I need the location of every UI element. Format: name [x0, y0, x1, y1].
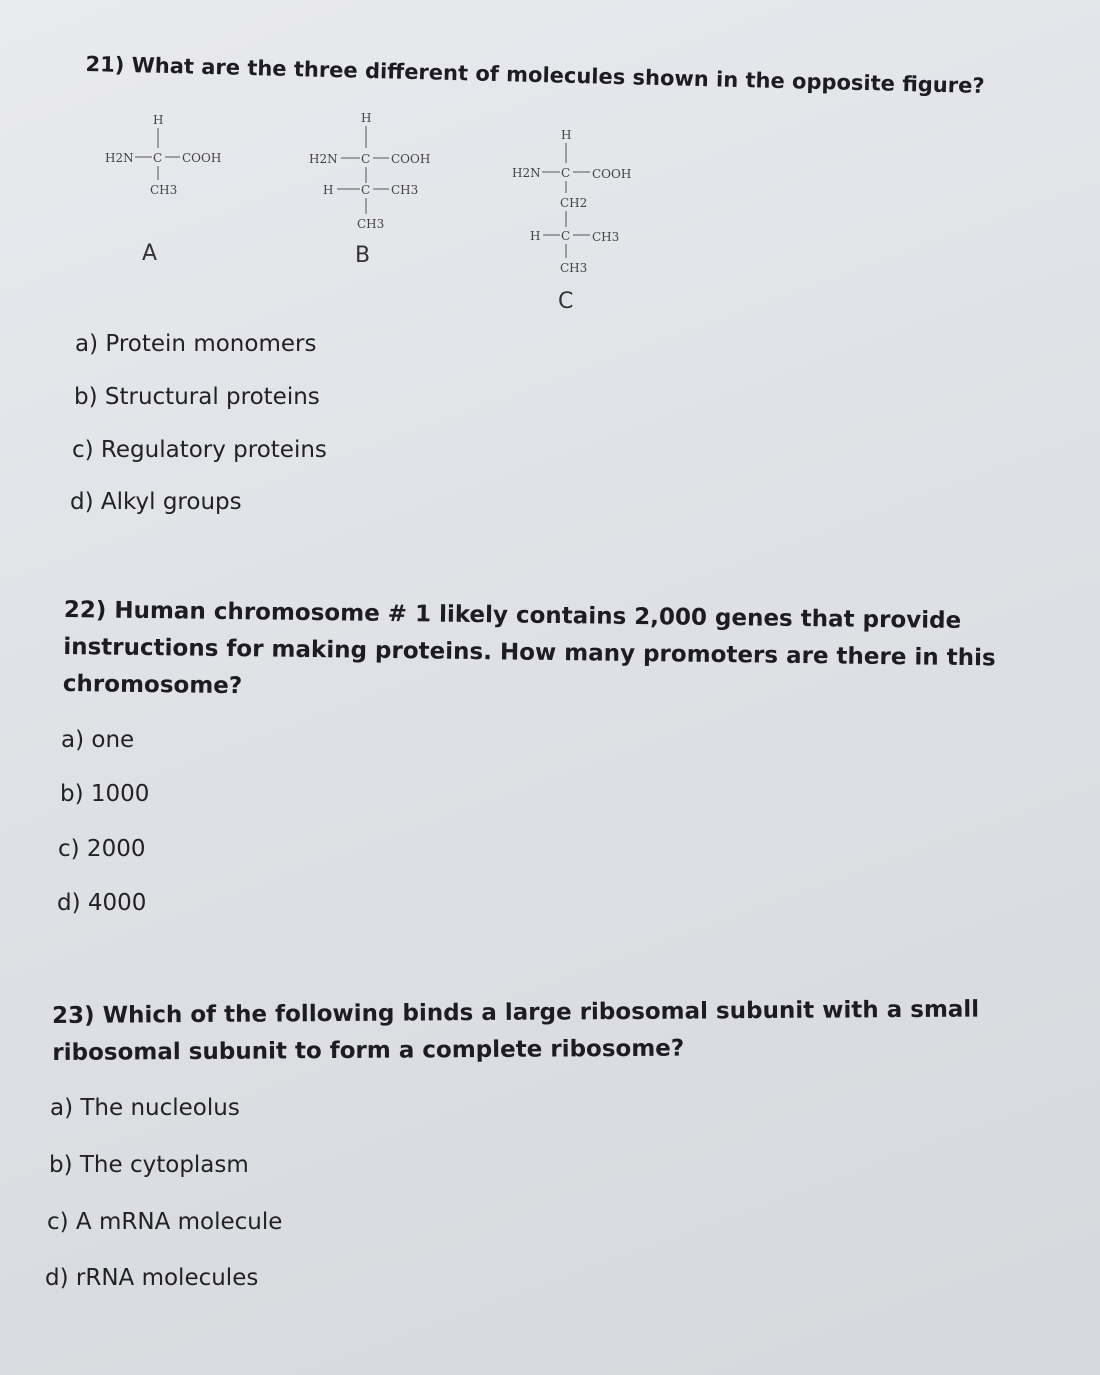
molecule-b-label: B: [355, 243, 371, 268]
molecule-a-carboxyl: COOH: [182, 151, 222, 165]
molecule-a-side: CH3: [150, 183, 178, 197]
molecule-c-h-top: H: [561, 128, 572, 142]
molecule-b-amine: H2N: [309, 152, 338, 166]
molecule-a-amine: H2N: [105, 151, 134, 165]
q23-option-d[interactable]: d) rRNA molecules: [45, 1265, 259, 1291]
molecule-c-carboxyl: COOH: [592, 167, 632, 181]
molecule-c-h: H: [530, 229, 541, 243]
molecule-b-side2: CH3: [357, 217, 385, 231]
q21-option-d[interactable]: d) Alkyl groups: [70, 489, 242, 515]
q23-option-b[interactable]: b) The cytoplasm: [49, 1152, 249, 1178]
molecule-b-h: H: [323, 183, 334, 197]
molecule-b-h-top: H: [361, 111, 372, 125]
q21-option-b[interactable]: b) Structural proteins: [74, 384, 320, 410]
q23-option-c[interactable]: c) A mRNA molecule: [47, 1209, 283, 1235]
question-21-title: 21) What are the three different of molecules shown in the opposite figure?: [85, 51, 985, 98]
q21-option-a[interactable]: a) Protein monomers: [75, 331, 317, 357]
question-22-line-2: instructions for making proteins. How many promoters are there in this: [63, 633, 996, 672]
question-23-line-2: ribosomal subunit to form a complete ribosome?: [52, 1035, 685, 1066]
q22-option-c[interactable]: c) 2000: [58, 836, 146, 862]
q23-option-a[interactable]: a) The nucleolus: [50, 1095, 240, 1121]
molecule-c-amine: H2N: [512, 166, 541, 180]
svg-text:C: C: [361, 183, 371, 197]
question-22-line-3: chromosome?: [62, 670, 243, 700]
molecule-b-side1: CH3: [391, 183, 419, 197]
svg-text:C: C: [361, 152, 371, 166]
molecule-a-label: A: [142, 241, 158, 266]
molecule-a-structure: [100, 110, 260, 270]
question-22-title: [63, 592, 997, 714]
molecule-c-label: C: [558, 289, 574, 314]
question-22-line-1: 22) Human chromosome # 1 likely contains 2,000 genes that provide: [63, 596, 962, 634]
q22-option-b[interactable]: b) 1000: [60, 781, 150, 807]
q21-option-c[interactable]: c) Regulatory proteins: [72, 437, 327, 463]
molecule-c-structure: [510, 125, 700, 325]
svg-text:C: C: [153, 151, 163, 165]
molecule-c-ch2: CH2: [560, 196, 588, 210]
svg-text:C: C: [561, 166, 571, 180]
question-23-title: [52, 992, 980, 1072]
molecule-b-carboxyl: COOH: [391, 152, 431, 166]
svg-text:C: C: [561, 229, 571, 243]
question-23-line-1: 23) Which of the following binds a large ribosomal subunit with a small: [52, 996, 980, 1029]
q22-option-d[interactable]: d) 4000: [57, 890, 147, 916]
molecule-a-h: H: [153, 113, 164, 127]
molecule-c-side2: CH3: [560, 261, 588, 275]
molecule-b-structure: [305, 108, 485, 278]
q22-option-a[interactable]: a) one: [61, 727, 135, 753]
molecule-c-side1: CH3: [592, 230, 620, 244]
